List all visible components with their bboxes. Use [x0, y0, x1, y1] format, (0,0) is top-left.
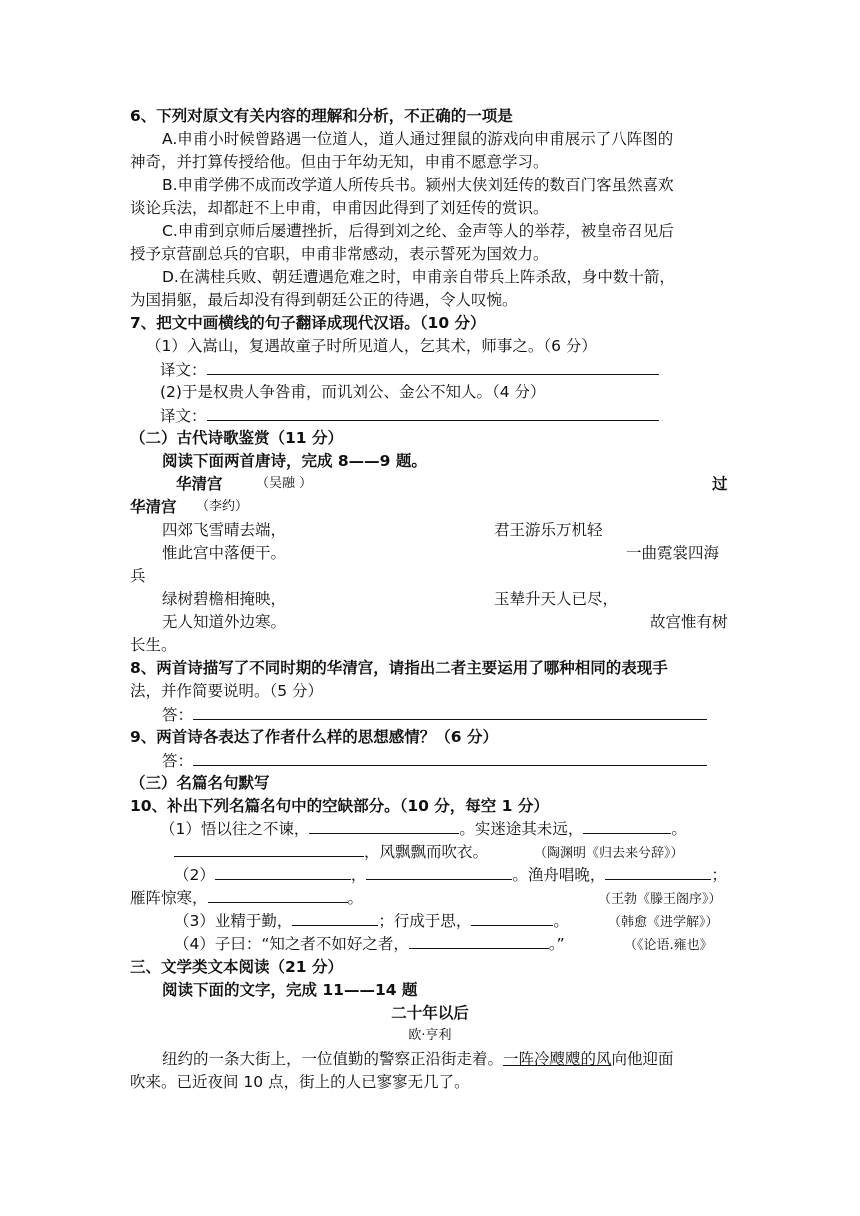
- q10-blank-9[interactable]: [471, 910, 553, 926]
- q10-item1-source: （陶渊明《归去来兮辞》）: [534, 846, 684, 861]
- q10-item2-text-b: ，: [350, 866, 367, 884]
- section-literary-title: 三、文学类文本阅读（21 分）: [130, 958, 343, 976]
- q6-option-d-line2: 为国捐躯，最后却没有得到朝廷公正的待遇，令人叹惋。: [130, 291, 518, 309]
- q10-item3: [174, 910, 569, 932]
- poem2-line4a: 故宫惟有树: [650, 613, 728, 631]
- q10-item1-text-d: ，风飘飘而吹衣。: [364, 843, 489, 861]
- poem1-author: （吴融 ）: [256, 476, 313, 491]
- q10-item3-source: （韩愈《进学解》）: [608, 915, 719, 930]
- q8-answer-line[interactable]: [193, 703, 707, 720]
- q6-option-a-line2: 神奇，并打算传授给他。但由于年幼无知，申甫不愿意学习。: [130, 153, 549, 171]
- q10-item4-text-a: （4）子曰：“知之者不如好之者，: [174, 935, 409, 953]
- q7-answer-2: [160, 404, 659, 427]
- poem2-line2a: 一曲霓裳四海: [626, 544, 720, 562]
- q10-title: 10、补出下列名篇名句中的空缺部分。（10 分，每空 1 分）: [130, 797, 549, 815]
- q6-option-b-line1: B.申甫学佛不成而改学道人所传兵书。颍州大侠刘廷传的数百门客虽然喜欢: [162, 176, 674, 194]
- story-paragraph-line1: [162, 1048, 674, 1070]
- q7-sentence-1: （1）入嵩山，复遇故童子时所见道人，乞其术，师事之。（6 分）: [146, 337, 597, 355]
- q10-blank-1[interactable]: [309, 818, 459, 834]
- q10-item2-text-c: 。渔舟唱晚，: [512, 866, 606, 884]
- q7-answer-label-1: 译文：: [160, 361, 207, 379]
- poem2-title-part2: 华清宫: [130, 498, 177, 516]
- story-paragraph-line2: 吹来。已近夜间 10 点，街上的人已寥寥无几了。: [130, 1073, 470, 1091]
- q10-item3-text-b: ；行成于思，: [378, 912, 472, 930]
- poem2-line1: 君王游乐万机轻: [494, 521, 603, 539]
- q10-blank-8[interactable]: [292, 910, 378, 926]
- section-poetry-title: （二）古代诗歌鉴赏（11 分）: [130, 429, 343, 447]
- q10-item1-text-b: 。实迷途其未远，: [459, 820, 584, 838]
- q10-item3-text-a: （3）业精于勤，: [174, 912, 293, 930]
- q10-item2-text-a: （2）: [174, 866, 215, 884]
- q6-title: 6、下列对原文有关内容的理解和分析，不正确的一项是: [130, 107, 513, 125]
- q10-item2-text-e: 雁阵惊寒，: [130, 889, 208, 907]
- section-recitation-title: （三）名篇名句默写: [130, 774, 270, 792]
- poem1-line1: 四郊飞雪晴去端，: [162, 521, 287, 539]
- q6-option-c-line1: C.申甫到京师后屡遭挫折，后得到刘之纶、金声等人的举荐，被皇帝召见后: [162, 222, 674, 240]
- q10-blank-10[interactable]: [409, 933, 549, 949]
- poem2-line2b: 兵: [130, 567, 146, 585]
- q7-title: 7、把文中画横线的句子翻译成现代汉语。（10 分）: [130, 314, 486, 332]
- q10-item4-source: （《论语.雍也》: [624, 938, 713, 953]
- q10-item1-row2: [174, 841, 488, 863]
- poem2-line4b: 长生。: [130, 636, 177, 654]
- q8-answer: [162, 703, 707, 726]
- q8-line1: 8、两首诗描写了不同时期的华清宫，请指出二者主要运用了哪种相同的表现手: [130, 659, 668, 677]
- poem2-author: （李约）: [196, 499, 249, 514]
- q10-item3-text-c: 。: [553, 912, 569, 930]
- poem1-line3: 绿树碧檐相掩映，: [162, 590, 287, 608]
- q8-answer-label: 答：: [162, 706, 194, 724]
- q10-item4-text-b: 。”: [548, 935, 565, 953]
- q10-item2-text-f: 。: [347, 889, 364, 907]
- q10-blank-2[interactable]: [583, 818, 671, 834]
- q10-item4: [174, 933, 565, 955]
- q10-blank-5[interactable]: [366, 864, 512, 880]
- q10-blank-7[interactable]: [208, 887, 348, 903]
- literary-intro: 阅读下面的文字，完成 11——14 题: [162, 981, 418, 999]
- story-title: 二十年以后: [391, 1004, 469, 1022]
- q10-blank-3[interactable]: [174, 841, 364, 857]
- q7-answer-label-2: 译文：: [160, 407, 207, 425]
- poem1-title: 华清宫: [176, 475, 223, 493]
- q7-answer-1: [160, 358, 659, 381]
- poem2-line3: 玉辇升天人已尽，: [494, 590, 619, 608]
- q10-item2-row2: [130, 887, 363, 909]
- q9-title: 9、两首诗各表达了作者什么样的思想感情？（6 分）: [130, 728, 498, 746]
- q10-item2-row1: [174, 864, 727, 886]
- q9-answer-line[interactable]: [193, 749, 707, 766]
- poem1-line4: 无人知道外边寒。: [162, 613, 287, 631]
- q6-option-c-line2: 授予京营副总兵的官职，申甫非常感动，表示誓死为国效力。: [130, 245, 549, 263]
- q10-item2-text-d: ；: [711, 866, 727, 884]
- story-author: 欧·亨利: [408, 1028, 452, 1043]
- q8-line2: 法，并作简要说明。（5 分）: [130, 682, 324, 700]
- poetry-intro: 阅读下面两首唐诗，完成 8——9 题。: [162, 452, 427, 470]
- q10-blank-6[interactable]: [605, 864, 711, 880]
- story-text-a: 纽约的一条大街上，一位值勤的警察正沿街走着。: [162, 1050, 504, 1068]
- q6-option-b-line2: 谈论兵法，却都赶不上申甫，申甫因此得到了刘廷传的赏识。: [130, 199, 549, 217]
- q10-item1-text-a: （1）悟以往之不谏，: [160, 820, 310, 838]
- q6-option-a-line1: A.申甫小时候曾路遇一位道人，道人通过狸鼠的游戏向申甫展示了八阵图的: [162, 130, 674, 148]
- q7-answer-1-line[interactable]: [207, 358, 659, 375]
- story-text-b: 向他迎面: [611, 1050, 674, 1068]
- story-underlined-phrase: 一阵冷飕飕的风: [503, 1050, 612, 1068]
- q9-answer-label: 答：: [162, 752, 194, 770]
- q10-blank-4[interactable]: [215, 864, 351, 880]
- q6-option-d-line1: D.在满桂兵败、朝廷遭遇危难之时，申甫亲自带兵上阵杀敌，身中数十箭，: [162, 268, 675, 286]
- poem1-line2: 惟此宫中落便干。: [162, 544, 287, 562]
- q10-item2-source: （王勃《滕王阁序》）: [598, 892, 722, 907]
- poem2-title-part1: 过: [712, 475, 728, 493]
- q7-answer-2-line[interactable]: [207, 404, 659, 421]
- q9-answer: [162, 749, 707, 772]
- q10-item1-text-c: 。: [671, 820, 687, 838]
- q7-sentence-2: (2)于是权贵人争咎甫，而讥刘公、金公不知人。（4 分）: [160, 383, 546, 401]
- q10-item1-row1: [160, 818, 687, 840]
